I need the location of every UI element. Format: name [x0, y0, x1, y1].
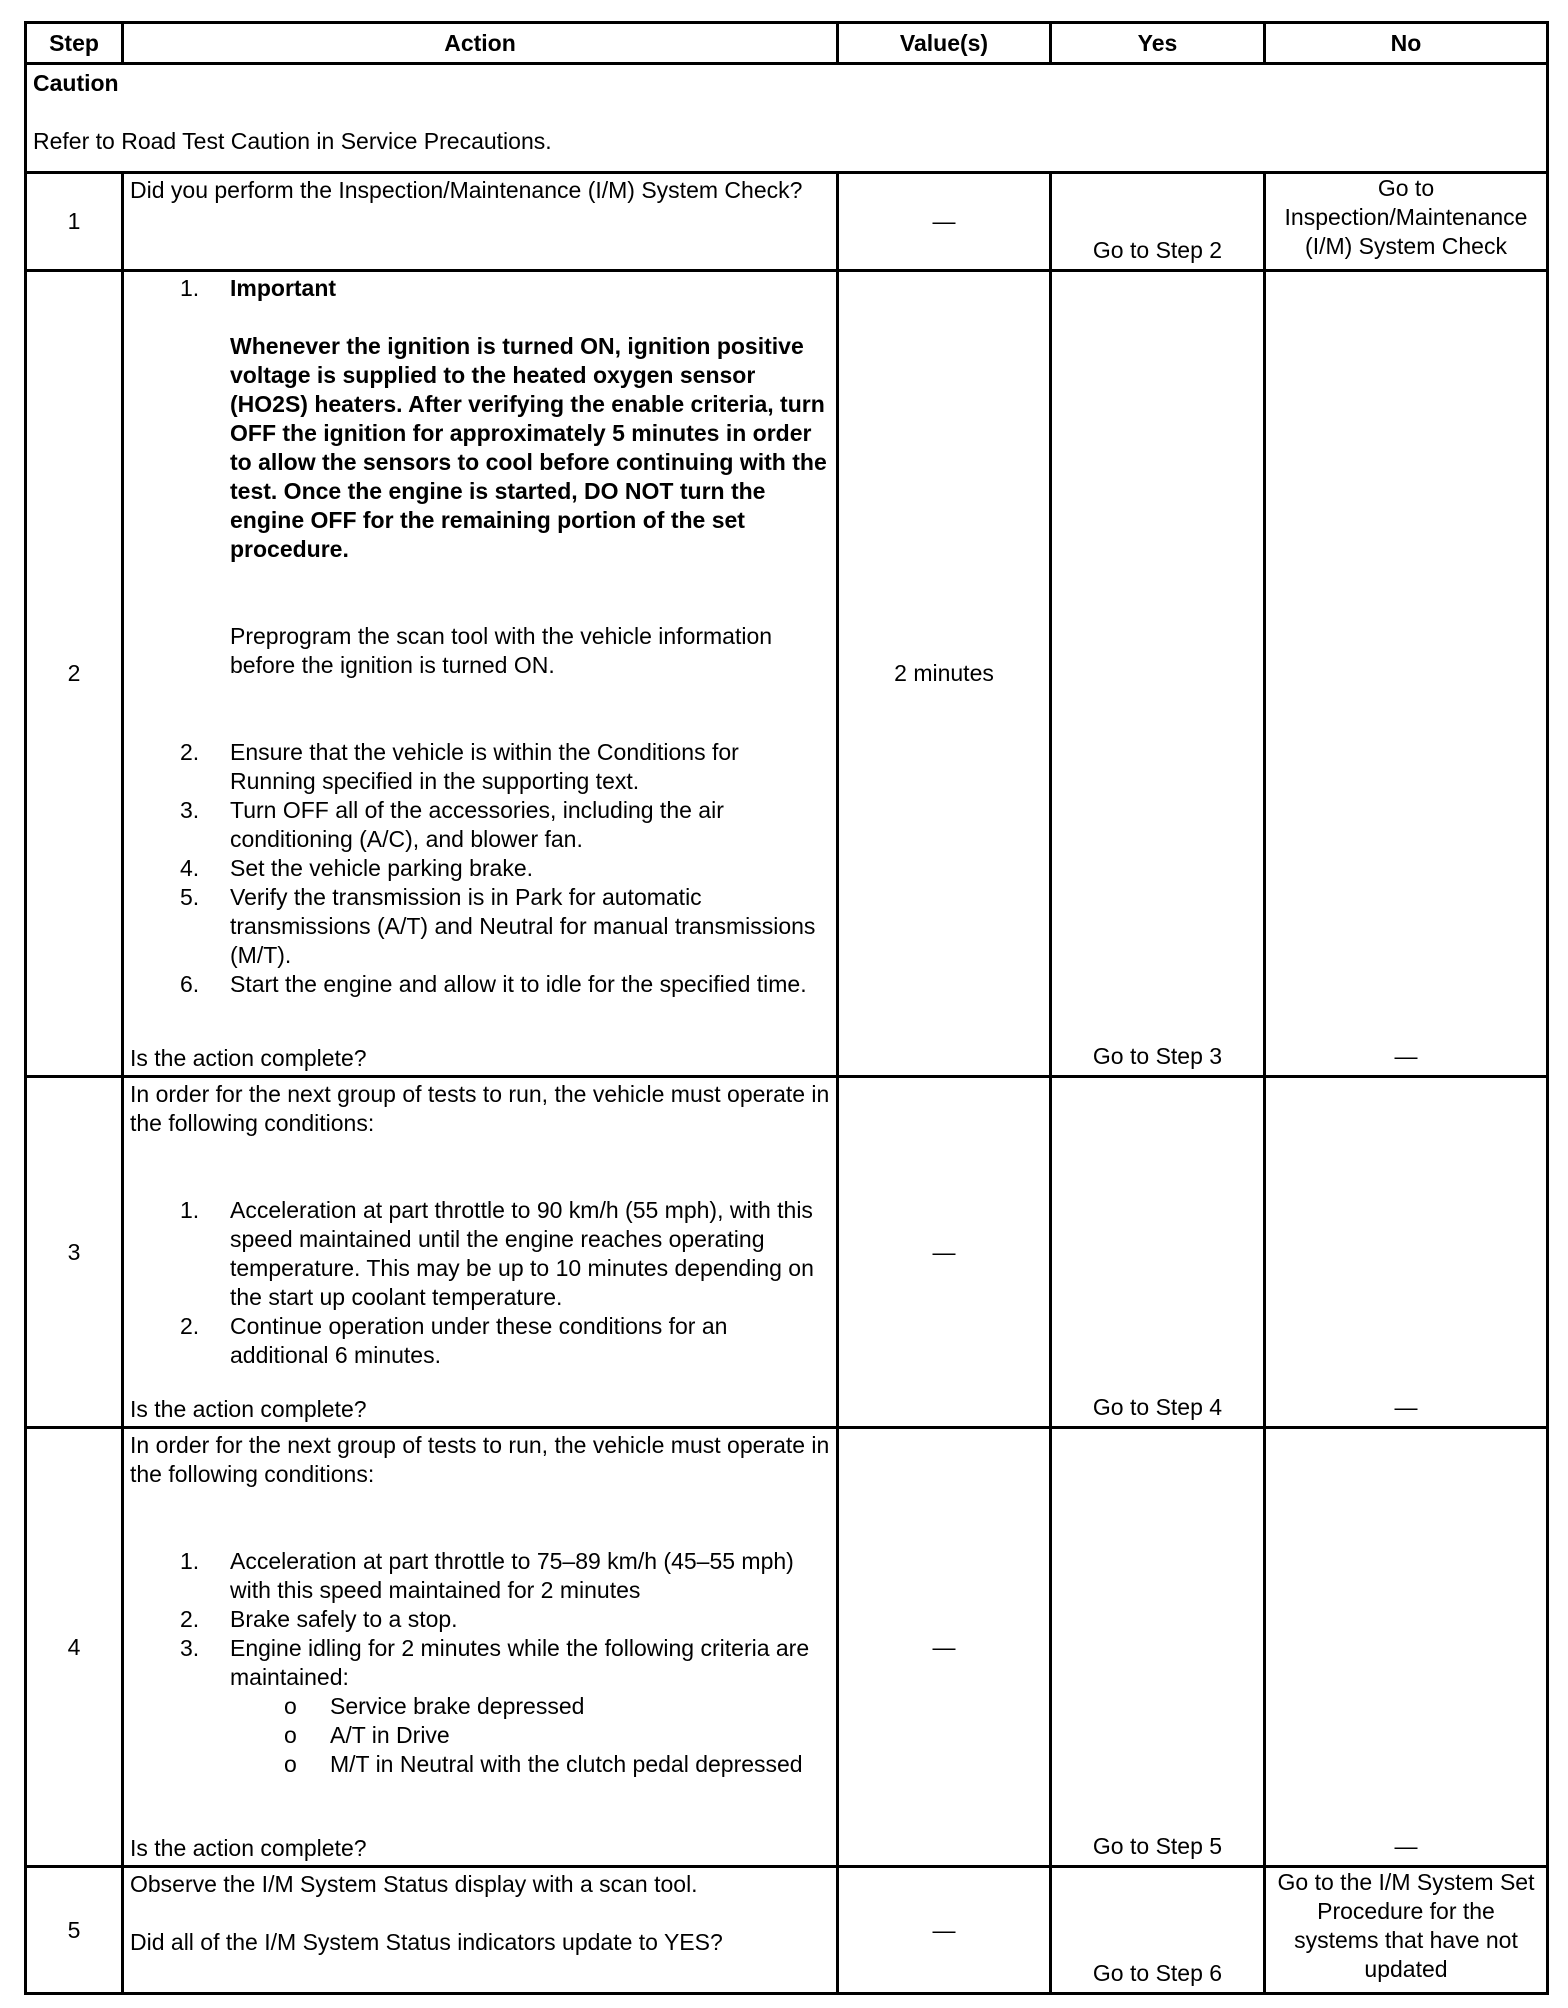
list-item: 6. Start the engine and allow it to idle for the specified time.: [180, 971, 807, 998]
value-cell: —: [838, 1076, 1051, 1428]
action-cell: [123, 271, 838, 1077]
step-number: 5: [26, 1867, 123, 1994]
intro-text: In order for the next group of tests to run, the vehicle must operate in the following conditions:: [130, 1432, 830, 1488]
caution-title: Caution: [33, 70, 119, 97]
action-cell: [123, 172, 838, 270]
step-row-4: [26, 1428, 1548, 1867]
list-item: 2. Brake safely to a stop.: [180, 1606, 458, 1633]
no-cell: Go to Inspection/Maintenance (I/M) System Check: [1265, 172, 1548, 270]
yes-cell: Go to Step 4: [1051, 1076, 1265, 1428]
list-item: 3. Engine idling for 2 minutes while the following criteria are maintained: o Service brake depressed o A/T in Drive o M/T in Neutral with the clutch pedal depressed: [130, 1634, 830, 1779]
yes-cell: Go to Step 2: [1051, 172, 1265, 270]
no-cell: Go to the I/M System Set Procedure for the systems that have not updated: [1265, 1867, 1548, 1994]
header-values: Value(s): [838, 23, 1051, 64]
no-cell: —: [1265, 271, 1548, 1077]
list-item: 3. Turn OFF all of the accessories, including the air conditioning (A/C), and blower fan.: [180, 797, 724, 853]
value-cell: —: [838, 1428, 1051, 1867]
sub-list-item: o A/T in Drive: [284, 1722, 450, 1749]
action-line-2: Did all of the I/M System Status indicators update to YES?: [130, 1929, 723, 1956]
item-number: 1.: [180, 275, 200, 302]
list-item: 1. Acceleration at part throttle to 90 km/h (55 mph), with this speed maintained until the engine reaches operating temperature. This may be up to 10 minutes depending on the start up coolant temperature.: [180, 1196, 814, 1310]
yes-cell: Go to Step 5: [1051, 1428, 1265, 1867]
no-cell: —: [1265, 1428, 1548, 1867]
no-cell: —: [1265, 1076, 1548, 1428]
step-number: 1: [26, 172, 123, 270]
yes-cell: Go to Step 6: [1051, 1867, 1265, 1994]
action-cell: [123, 1076, 838, 1428]
important-title: Important: [230, 275, 337, 302]
preprogram-text: Preprogram the scan tool with the vehicle information before the ignition is turned ON.: [230, 623, 773, 679]
step-row-1: [26, 172, 1548, 270]
caution-cell: [26, 64, 1548, 172]
action-question: Is the action complete?: [130, 1835, 367, 1862]
header-yes: Yes: [1051, 23, 1265, 64]
list-item: [130, 274, 830, 738]
caution-text: Refer to Road Test Caution in Service Precautions.: [33, 128, 552, 155]
bullet-icon: o: [284, 1751, 297, 1778]
step-row-2: [26, 271, 1548, 1077]
step-number: 2: [26, 271, 123, 1077]
value-cell: 2 minutes: [838, 271, 1051, 1077]
intro-text: In order for the next group of tests to run, the vehicle must operate in the following conditions:: [130, 1080, 830, 1136]
action-line-1: Observe the I/M System Status display with a scan tool.: [130, 1871, 698, 1898]
sub-list-item: o M/T in Neutral with the clutch pedal depressed: [284, 1751, 803, 1778]
header-step: Step: [26, 23, 123, 64]
list-item: 5. Verify the transmission is in Park for automatic transmissions (A/T) and Neutral for manual transmissions (M/T).: [180, 884, 816, 969]
list-item: 2. Ensure that the vehicle is within the Conditions for Running specified in the supporting text.: [180, 739, 739, 795]
action-question: Is the action complete?: [130, 1396, 367, 1423]
caution-row: [26, 64, 1548, 172]
bullet-icon: o: [284, 1693, 297, 1720]
step-row-5: [26, 1867, 1548, 1994]
action-text: Did you perform the Inspection/Maintenance (I/M) System Check?: [130, 176, 803, 203]
action-question: Is the action complete?: [130, 1044, 367, 1071]
list-item: 1. Acceleration at part throttle to 75–89 km/h (45–55 mph) with this speed maintained for 2 minutes: [180, 1548, 794, 1604]
step-row-3: [26, 1076, 1548, 1428]
action-cell: [123, 1428, 838, 1867]
value-cell: —: [838, 172, 1051, 270]
step-number: 4: [26, 1428, 123, 1867]
important-text: Whenever the ignition is turned ON, ignition positive voltage is supplied to the heated oxygen sensor (HO2S) heaters. After verifying the enable criteria, turn OFF the ignition for approximately 5 minutes in order to allow the sensors to cool before continuing with the test. Once the engine is started, DO NOT turn the engine OFF for the remaining portion of the set procedure.: [230, 333, 827, 563]
list-item: 4. Set the vehicle parking brake.: [180, 855, 534, 882]
diagnostic-table: [24, 21, 1549, 1995]
header-row: [26, 23, 1548, 64]
header-no: No: [1265, 23, 1548, 64]
bullet-icon: o: [284, 1722, 297, 1749]
action-cell: [123, 1867, 838, 1994]
step-number: 3: [26, 1076, 123, 1428]
yes-cell: Go to Step 3: [1051, 271, 1265, 1077]
value-cell: —: [838, 1867, 1051, 1994]
list-item: 2. Continue operation under these conditions for an additional 6 minutes.: [180, 1312, 728, 1368]
header-action: Action: [123, 23, 838, 64]
sub-list-item: o Service brake depressed: [284, 1693, 585, 1720]
